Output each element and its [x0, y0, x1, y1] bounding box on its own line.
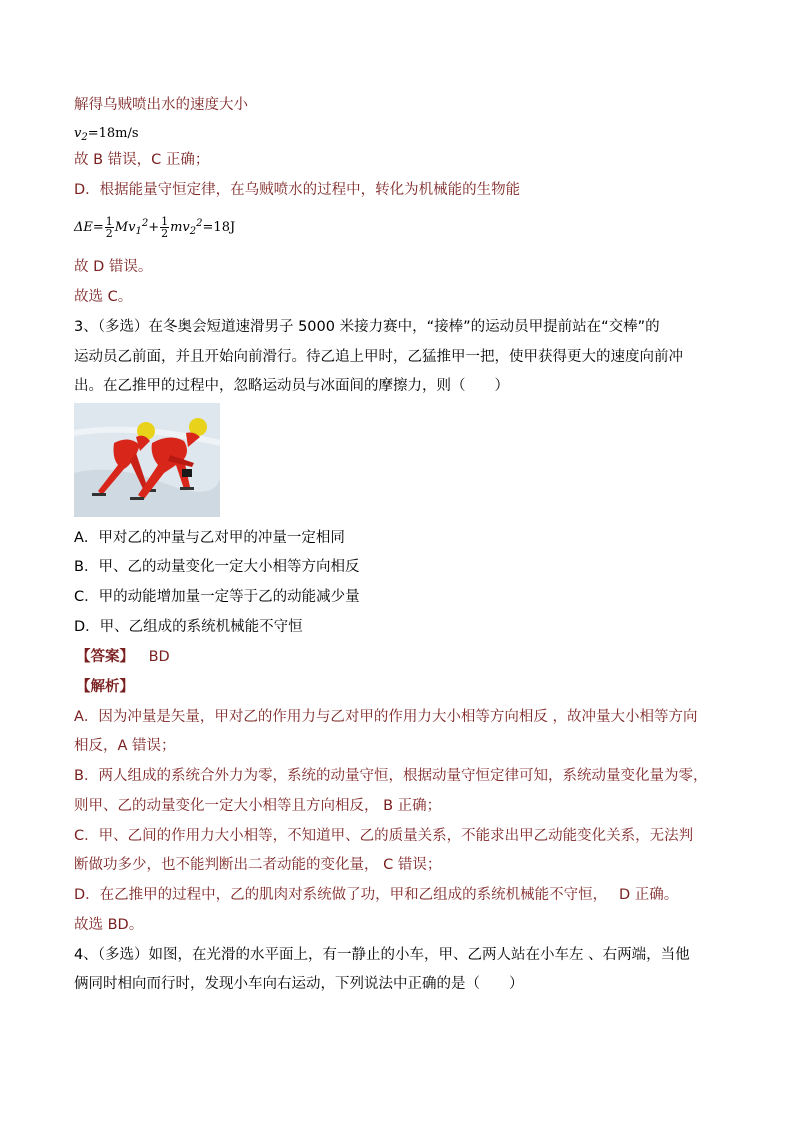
final-answer-line: 故选 BD。 — [74, 917, 144, 933]
analysis-a-line: 相反，A 错误； — [74, 738, 176, 754]
speed-skaters-photo — [74, 403, 220, 517]
answer-value: BD — [148, 649, 170, 665]
question-4-line: 4、（多选）如图，在光滑的水平面上，有一静止的小车，甲、乙两人站在小车左 、右两端，当他 — [74, 947, 690, 963]
option-d-analysis: D．根据能量守恒定律，在乌贼喷水的过程中，转化为机械能的生物能 — [74, 182, 521, 198]
var-v: v — [74, 126, 82, 141]
plus: + — [148, 220, 160, 235]
equals: = — [92, 220, 104, 235]
skaters-illustration — [74, 403, 220, 517]
subscript: 2 — [81, 132, 88, 143]
fraction-num: 1 — [161, 215, 169, 228]
fraction-den: 2 — [105, 227, 113, 240]
option-a: A．甲对乙的冲量与乙对甲的冲量一定相同 — [74, 530, 345, 546]
question-3-line: 3、（多选）在冬奥会短道速滑男子 5000 米接力赛中，“接棒”的运动员甲提前站在“交棒”的 — [74, 319, 660, 335]
answer-label: 【答案】 — [76, 649, 134, 665]
fraction-den: 2 — [161, 227, 169, 240]
answer-row — [76, 647, 170, 667]
fraction-num: 1 — [105, 215, 113, 228]
analysis-b-line: B．两人组成的系统合外力为零，系统的动量守恒，根据动量守恒定律可知，系统动量变化量为零， — [74, 768, 708, 784]
superscript: 2 — [196, 218, 203, 229]
analysis-b-line: 则甲、乙的动量变化一定大小相等且方向相反， B 正确； — [74, 798, 442, 814]
final-answer-line: 故选 C。 — [74, 289, 133, 305]
analysis-c-line: 断做功多少，也不能判断出二者动能的变化量， C 错误； — [74, 857, 442, 873]
fraction-half — [105, 216, 114, 239]
solution-line: 解得乌贼喷出水的速度大小 — [74, 97, 248, 113]
fraction-half — [160, 216, 169, 239]
question-3-line: 运动员乙前面，并且开始向前滑行。待乙追上甲时，乙猛推甲一把，使甲获得更大的速度向前冲 — [74, 349, 683, 365]
delta-e: ΔE — [74, 220, 93, 235]
conclusion-line: 故 B 错误，C 正确； — [74, 152, 210, 168]
subscript: 2 — [189, 226, 197, 237]
analysis-d-line: D．在乙推甲的过程中，乙的肌肉对系统做了功，甲和乙组成的系统机械能不守恒， D 正确。 — [74, 887, 679, 903]
analysis-c-line: C．甲、乙间的作用力大小相等，不知道甲、乙的质量关系，不能求出甲乙动能变化关系，无法判 — [74, 828, 694, 844]
value-text: =18m/s — [87, 126, 139, 141]
option-b: B．甲、乙的动量变化一定大小相等方向相反 — [74, 559, 360, 575]
analysis-label: 【解析】 — [76, 679, 134, 695]
energy-formula — [74, 216, 235, 241]
velocity-result — [74, 124, 139, 145]
question-4-line: 俩同时相向而行时，发现小车向右运动，下列说法中正确的是（ ） — [74, 976, 524, 992]
term-mv2: mv — [170, 220, 190, 235]
option-c: C．甲的动能增加量一定等于乙的动能减少量 — [74, 589, 360, 605]
superscript: 2 — [141, 218, 149, 229]
formula-result: =18J — [202, 220, 236, 235]
analysis-a-line: A．因为冲量是矢量，甲对乙的作用力与乙对甲的作用力大小相等方向相反 ，故冲量大小相等方向 — [74, 709, 698, 725]
conclusion-line: 故 D 错误。 — [74, 259, 153, 275]
question-3-line: 出。在乙推甲的过程中，忽略运动员与冰面间的摩擦力，则（ ） — [74, 378, 509, 394]
option-d: D．甲、乙组成的系统机械能不守恒 — [74, 619, 303, 635]
term-mv1: Mv — [114, 220, 136, 235]
subscript: 1 — [135, 226, 142, 237]
